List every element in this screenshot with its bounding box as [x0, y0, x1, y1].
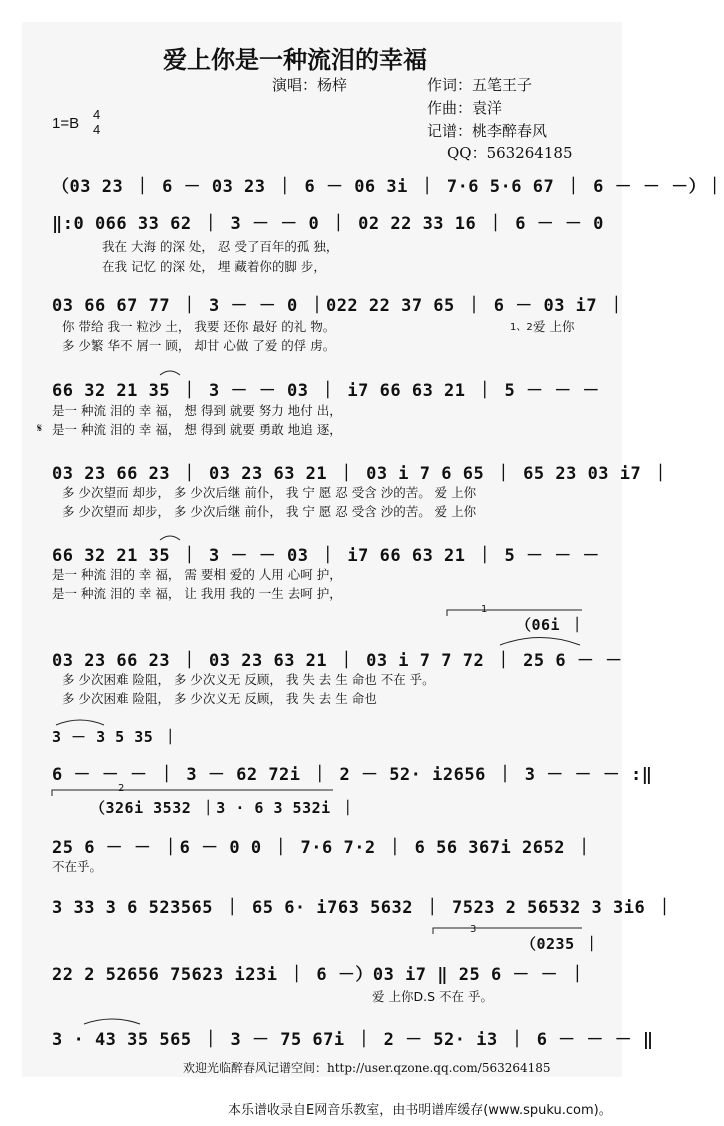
time-signature-bottom: 4 [93, 122, 101, 137]
repeat-reference-lyric: 爱 上你 [533, 319, 575, 334]
pickup-notes-a: （06i ｜ [516, 616, 586, 634]
lyric-row-2-verse-2: 多 少繁 华不 屑一 顾， 却甘 心做 了爱 的俘 虏。 [62, 338, 336, 353]
score-row-6: 03 23 66 23 ｜ 03 23 63 21 ｜ 03 i 7 7 72 ｜ 25 6 － － [52, 651, 623, 671]
lyric-row-6-verse-2: 多 少次困难 险阻， 多 少次义无 反顾， 我 失 去 生 命也 [62, 691, 377, 706]
score-row-0: （03 23 ｜ 6 － 03 23 ｜ 6 － 06 3i ｜ 7·6 5·6 67 ｜ 6 － － －）｜ [52, 177, 724, 197]
lyric-row-5-verse-2: 是一 种流 泪的 幸 福， 让 我用 我的 一生 去呵 护， [52, 586, 342, 601]
fill-notes-b: （326i 3532 ｜3 · 6 3 532i ｜ [90, 799, 356, 817]
time-signature-top: 4 [93, 107, 101, 122]
volta-bracket-3 [433, 928, 582, 934]
composer-credit: 作曲：袁洋 [427, 99, 503, 117]
volta-1-label: 1 [481, 604, 488, 615]
score-row-11: 3 · 43 35 565 ｜ 3 － 75 67i ｜ 2 － 52· i3 ｜ 6 － － － ‖ [52, 1030, 654, 1050]
lyric-row-1-verse-1: 我在 大海 的深 处， 忍 受了百年的孤 独， [102, 239, 339, 254]
page-title: 爱上你是一种流泪的幸福 [163, 45, 427, 74]
tie-row-6 [500, 638, 580, 646]
repeat-reference: 1、2 [510, 322, 533, 333]
volta-bracket-2 [52, 790, 333, 796]
segno-symbol: 𝄋 [37, 421, 43, 435]
lyricist-credit: 作词：五笔王子 [427, 76, 533, 94]
volta-2-label: 2 [118, 783, 125, 794]
volta-3-label: 3 [470, 924, 477, 935]
lyric-row-5-verse-1: 是一 种流 泪的 幸 福， 需 要相 爱的 人用 心呵 护， [52, 567, 342, 582]
score-row-9: 3 33 3 6 523565 ｜ 65 6· i763 5632 ｜ 7523 2 56532 3 3i6 ｜ [52, 898, 674, 918]
qq-number: QQ：563264185 [447, 144, 573, 162]
tie-row-5 [160, 536, 180, 540]
tie-row-3 [160, 371, 180, 375]
lyric-row-1-verse-2: 在我 记忆 的深 处， 埋 藏着你的脚 步， [102, 259, 326, 274]
score-row-2: 03 66 67 77 ｜ 3 － － 0 ｜022 22 37 65 ｜ 6 － 03 i7 ｜ [52, 296, 626, 316]
score-row-1: ‖:0 066 33 62 ｜ 3 － － 0 ｜ 02 22 33 16 ｜ 6 － － 0 [52, 214, 604, 234]
transcriber-credit: 记谱：桃李醉春风 [427, 122, 548, 140]
singer-credit: 演唱：杨梓 [272, 76, 348, 94]
lyric-row-2-verse-1: 你 带给 我一 粒沙 土， 我要 还你 最好 的礼 物。 [62, 319, 336, 334]
key-signature: 1=B [52, 115, 80, 132]
lyric-row-6-verse-1: 多 少次困难 险阻， 多 少次义无 反顾， 我 失 去 生 命也 不在 乎。 [62, 672, 435, 687]
tie-pickup-b [56, 720, 104, 725]
fill-notes-c: （0235 ｜ [521, 935, 600, 953]
lyric-row-10: 爱 上你D.S 不在 乎。 [372, 989, 493, 1004]
score-row-5: 66 32 21 35 ｜ 3 － － 03 ｜ i7 66 63 21 ｜ 5 － － － [52, 546, 600, 566]
volta-bracket-1 [447, 610, 582, 616]
score-row-8: 25 6 － － ｜6 － 0 0 ｜ 7·6 7·2 ｜ 6 56 367i 2652 ｜ [52, 838, 594, 858]
tie-row-11 [84, 1019, 140, 1024]
lyric-row-4-verse-2: 多 少次望而 却步， 多 少次后继 前仆， 我 宁 愿 忍 受含 沙的苦。 爱 上你 [62, 504, 477, 519]
lyric-row-3-verse-1: 是一 种流 泪的 幸 福， 想 得到 就要 努力 地付 出， [52, 403, 342, 418]
welcome-footer: 欢迎光临醉春风记谱空间：http://user.qzone.qq.com/563264185 [183, 1061, 551, 1075]
source-credit: 本乐谱收录自E网音乐教室，由书明谱库缓存(www.spuku.com)。 [228, 1103, 612, 1118]
score-row-10: 22 2 52656 75623 i23i ｜ 6 －）03 i7 ‖ 25 6 － － ｜ [52, 965, 587, 985]
score-row-4: 03 23 66 23 ｜ 03 23 63 21 ｜ 03 i 7 6 65 ｜ 65 23 03 i7 ｜ [52, 464, 670, 484]
pickup-notes-b: 3 － 3 5 35 ｜ [52, 728, 179, 746]
score-row-3: 66 32 21 35 ｜ 3 － － 03 ｜ i7 66 63 21 ｜ 5 － － － [52, 381, 600, 401]
lyric-row-8: 不在乎。 [52, 859, 103, 874]
lyric-row-4-verse-1: 多 少次望而 却步， 多 少次后继 前仆， 我 宁 愿 忍 受含 沙的苦。 爱 上你 [62, 485, 477, 500]
lyric-row-3-verse-2: 是一 种流 泪的 幸 福， 想 得到 就要 勇敢 地追 逐， [52, 422, 342, 437]
score-row-7: 6 － － － ｜ 3 － 62 72i ｜ 2 － 52· i2656 ｜ 3 － － － :‖ [52, 765, 653, 785]
